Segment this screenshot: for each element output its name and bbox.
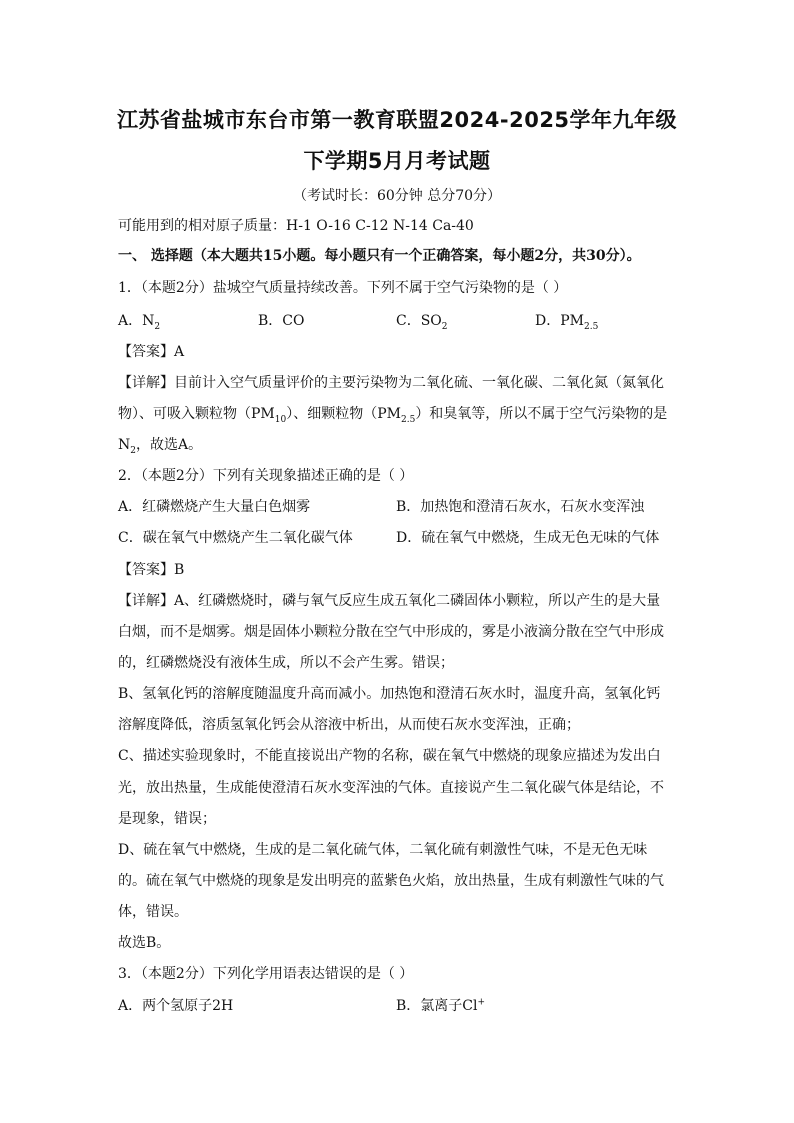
- q2-option-b: B．加热饱和澄清石灰水，石灰水变浑浊: [396, 499, 645, 515]
- q1-explanation-line1: 【详解】目前计入空气质量评价的主要污染物为二氧化硫、一氧化碳、二氧化氮（氮氧化: [118, 375, 664, 391]
- exam-title-line2: 下学期5月月考试题: [303, 149, 491, 173]
- q1-explanation-line2: [118, 404, 667, 424]
- q2-explanation-line: 体，错误。: [118, 904, 188, 920]
- q1-expl-l3-part1: N: [118, 437, 131, 453]
- q1-option-a: [118, 311, 160, 331]
- q1-expl-l2-part2: ）、细颗粒物（PM: [286, 406, 401, 422]
- q1-option-b: B．CO: [258, 313, 305, 329]
- q2-explanation-line: 的。硫在氧气中燃烧的现象是发出明亮的蓝紫色火焰，放出热量，生成有刺激性气味的气: [118, 873, 664, 889]
- q1-expl-l3-part2: ，故选A。: [135, 437, 203, 453]
- q2-option-d: D．硫在氧气中燃烧，生成无色无味的气体: [396, 530, 660, 546]
- section-heading: 一、 选择题（本大题共15小题。每小题只有一个正确答案，每小题2分，共30分）。: [118, 248, 641, 264]
- q1-explanation-line3: [118, 435, 202, 455]
- q1-option-a-text: A．N: [118, 313, 155, 329]
- q3-option-a: A．两个氢原子2H: [118, 998, 234, 1014]
- q1-option-c-text: C．SO: [396, 313, 442, 329]
- q1-expl-l2-part3: ）和臭氧等，所以不属于空气污染物的是: [415, 406, 668, 422]
- q3-option-b-sup: +: [477, 997, 486, 1008]
- q2-explanation-line: 【详解】A、红磷燃烧时，磷与氧气反应生成五氧化二磷固体小颗粒，所以产生的是大量: [118, 593, 661, 609]
- q2-explanation-line: D、硫在氧气中燃烧，生成的是二氧化硫气体，二氧化硫有刺激性气味，不是无色无味: [118, 842, 648, 858]
- q1-option-d-text: D．PM: [535, 313, 584, 329]
- q2-explanation-line: 故选B。: [118, 935, 171, 951]
- q2-explanation-line: 的，红磷燃烧没有液体生成，所以不会产生雾。错误；: [118, 655, 454, 671]
- q1-option-c-sub: 2: [441, 321, 448, 332]
- q1-option-d: [535, 311, 598, 331]
- q1-stem: 1．（本题2分）盐城空气质量持续改善。下列不属于空气污染物的是（ ）: [118, 280, 568, 296]
- q2-answer: 【答案】B: [118, 562, 185, 578]
- q3-option-b-text: B．氯离子Cl: [396, 998, 478, 1014]
- q2-option-a: A．红磷燃烧产生大量白色烟雾: [118, 499, 311, 515]
- q3-option-b: [396, 996, 485, 1016]
- q1-option-d-sub: 2.5: [583, 321, 599, 332]
- q2-option-c: C．碳在氧气中燃烧产生二氧化碳气体: [118, 530, 353, 546]
- q2-explanation-line: 溶解度降低，溶质氢氧化钙会从溶液中析出，从而使石灰水变浑浊，正确；: [118, 717, 580, 733]
- q1-expl-l2-sub2: 2.5: [400, 414, 416, 425]
- q2-explanation-line: C、描述实验现象时，不能直接说出产物的名称，碳在氧气中燃烧的现象应描述为发出白: [118, 748, 661, 764]
- q3-stem: 3．（本题2分）下列化学用语表达错误的是（ ）: [118, 966, 414, 982]
- q1-expl-l3-sub: 2: [130, 445, 136, 456]
- atomic-masses: 可能用到的相对原子质量：H-1 O-16 C-12 N-14 Ca-40: [118, 218, 474, 234]
- q2-explanation-line: 光，放出热量，生成能使澄清石灰水变浑浊的气体。直接说产生二氧化碳气体是结论，不: [118, 780, 664, 796]
- q2-explanation-line: 是现象，错误；: [118, 811, 216, 827]
- exam-title-line1: 江苏省盐城市东台市第一教育联盟2024-2025学年九年级: [116, 108, 678, 132]
- q1-option-a-sub: 2: [154, 321, 161, 332]
- q2-explanation-line: 白烟，而不是烟雾。烟是固体小颗粒分散在空气中形成的，雾是小液滴分散在空气中形成: [118, 624, 664, 640]
- q1-answer: 【答案】A: [118, 344, 185, 360]
- q1-expl-l2-part1: 物）、可吸入颗粒物（PM: [118, 406, 275, 422]
- q2-stem: 2．（本题2分）下列有关现象描述正确的是（ ）: [118, 468, 414, 484]
- q2-explanation-line: B、氢氧化钙的溶解度随温度升高而减小。加热饱和澄清石灰水时，温度升高，氢氧化钙: [118, 686, 661, 702]
- q1-expl-l2-sub1: 10: [274, 414, 287, 425]
- exam-info: （考试时长：60分钟 总分70分）: [292, 188, 502, 204]
- q1-option-c: [396, 311, 448, 331]
